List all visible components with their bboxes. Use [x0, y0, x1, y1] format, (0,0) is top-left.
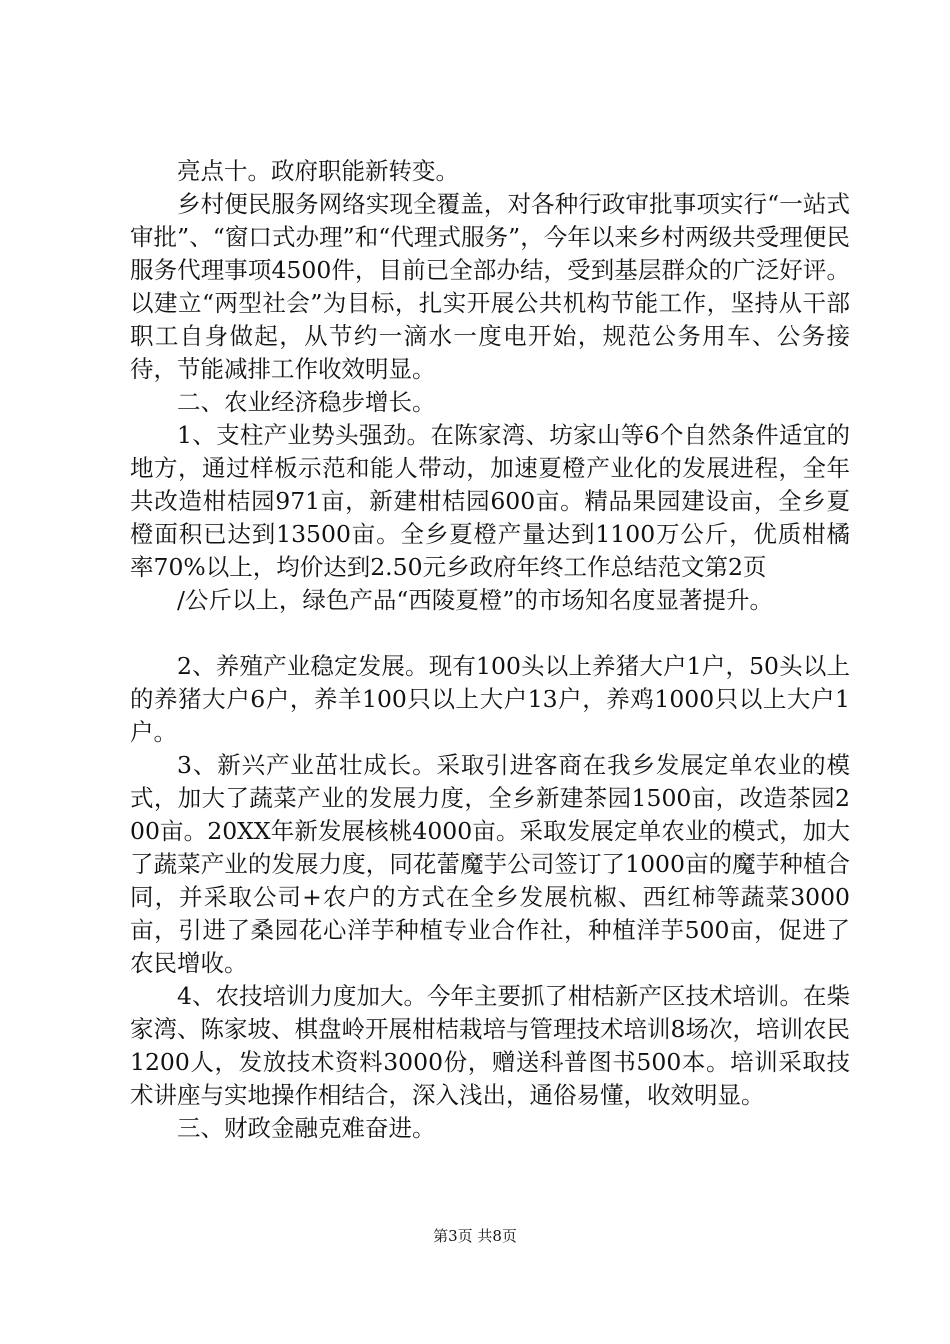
- paragraph-pillar-industry: 1、支柱产业势头强劲。在陈家湾、坊家山等6个自然条件适宜的地方，通过样板示范和能人带动，加速夏橙产业化的发展进程，全年共改造柑桔园971亩，新建柑桔园600亩。精品果园建设亩，全乡夏橙面积已达到13500亩。全乡夏橙产量达到1100万公斤，优质柑橘率70%以上，均价达到2.50元乡政府年终工作总结范文第2页: [130, 421, 850, 581]
- paragraph-livestock: 2、养殖产业稳定发展。现有100头以上养猪大户1户，50头以上的养猪大户6户，养羊100只以上大户13户，养鸡1000只以上大户1户。: [130, 652, 850, 746]
- section-heading-highlight-ten: 亮点十。政府职能新转变。: [177, 157, 459, 185]
- document-body: [130, 155, 850, 1145]
- section-heading-finance: 三、财政金融克难奋进。: [177, 1114, 436, 1142]
- page-footer: 第3页 共8页: [433, 1227, 517, 1245]
- paragraph-pillar-industry-continued: /公斤以上，绿色产品“西陵夏橙”的市场知名度显著提升。: [177, 586, 773, 614]
- paragraph-convenience-services: 乡村便民服务网络实现全覆盖，对各种行政审批事项实行“一站式审批”、“窗口式办理”和“代理式服务”，今年以来乡村两级共受理便民服务代理事项4500件，目前已全部办结，受到基层群众的广泛好评。以建立“两型社会”为目标，扎实开展公共机构节能工作，坚持从干部职工自身做起，从节约一滴水一度电开始，规范公务用车、公务接待，节能减排工作收效明显。: [130, 190, 850, 383]
- paragraph-emerging-industry: 3、新兴产业茁壮成长。采取引进客商在我乡发展定单农业的模式，加大了蔬菜产业的发展力度，全乡新建茶园1500亩，改造茶园200亩。20XX年新发展核桃4000亩。采取发展定单农业的模式，加大了蔬菜产业的发展力度，同花蕾魔芋公司签订了1000亩的魔芋种植合同，并采取公司+农户的方式在全乡发展杭椒、西红柿等蔬菜3000亩，引进了桑园花心洋芋种植专业合作社，种植洋芋500亩，促进了农民增收。: [130, 751, 850, 977]
- section-heading-agriculture: 二、农业经济稳步增长。: [177, 388, 436, 416]
- paragraph-agri-training: 4、农技培训力度加大。今年主要抓了柑桔新产区技术培训。在柴家湾、陈家坡、棋盘岭开展柑桔栽培与管理技术培训8场次，培训农民1200人，发放技术资料3000份，赠送科普图书500本。培训采取技术讲座与实地操作相结合，深入浅出，通俗易懂，收效明显。: [130, 982, 850, 1109]
